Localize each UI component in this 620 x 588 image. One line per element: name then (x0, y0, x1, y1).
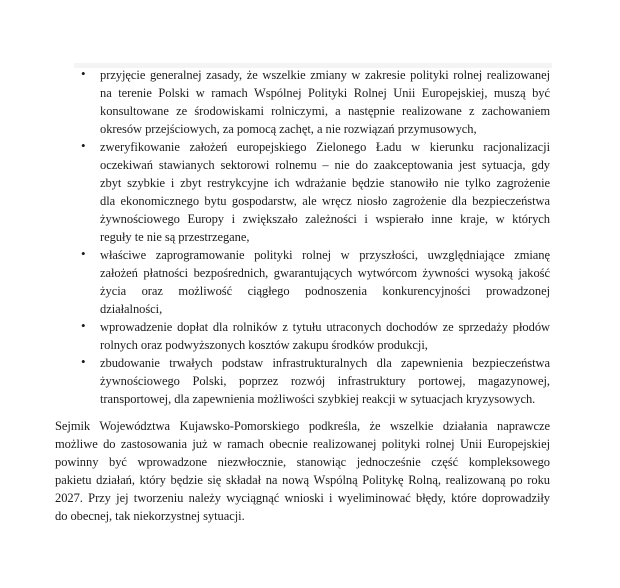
list-item (55, 66, 550, 138)
list-item (55, 246, 550, 318)
text-line: transportowej, dla zapewnienia możliwości szybkiej reakcji w sytuacjach kryzysowych. (100, 392, 536, 406)
text-line: 2027. Przy jej tworzeniu należy wyciągnąć wnioski i wyeliminować błędy, które doprowadziły (55, 491, 550, 505)
text-line: założeń płatności bezpośrednich, gwarantujących wytwórcom żywności wysoką jakość (100, 266, 550, 280)
text-line: przyjęcie generalnej zasady, że wszelkie zmiany w zakresie polityki rolnej realizowanej (100, 68, 550, 82)
bullet-list (55, 66, 550, 408)
text-line: okresów przejściowych, za pomocą zachęt, a nie rozwiązań przymusowych, (100, 122, 477, 136)
text-line: żywnościowego Europy i zwiększało zależności i wspierało inne kraje, w których (100, 212, 550, 226)
bullet-icon: • (81, 66, 86, 81)
text-line: Sejmik Województwa Kujawsko-Pomorskiego podkreśla, że wszelkie działania naprawcze (55, 419, 550, 433)
list-item (55, 318, 550, 354)
text-line: działalności, (100, 302, 163, 316)
text-line: konsultowane ze środowiskami rolniczymi, a następnie realizowane z zachowaniem (100, 104, 550, 118)
text-line: możliwe do zastosowania już w ramach obecnie realizowanej polityki rolnej Unii Europejskiej (55, 437, 550, 451)
bullet-icon: • (81, 354, 86, 369)
bullet-icon: • (81, 246, 86, 261)
list-item (55, 138, 550, 246)
document-content (55, 66, 550, 525)
text-line: oczekiwań stawianych sektorowi rolnemu – nie do zaakceptowania jest sytuacja, gdy (100, 158, 550, 172)
text-line: pakietu działań, który będzie się składał na nową Wspólną Politykę Rolną, realizowaną po roku (55, 473, 550, 487)
text-line: życia oraz możliwość ciągłego podnoszenia konkurencyjności prowadzonej (100, 284, 550, 298)
text-line: dla ekonomicznego bytu gospodarstw, ale wręcz niosło zagrożenie dla bezpieczeństwa (100, 194, 550, 208)
text-line: wprowadzenie dopłat dla rolników z tytułu utraconych dochodów ze sprzedaży płodów (100, 320, 550, 334)
text-line: powinny być wprowadzone niezwłocznie, stanowiąc jednocześnie część kompleksowego (55, 455, 550, 469)
text-line: zbudowanie trwałych podstaw infrastrukturalnych dla zapewnienia bezpieczeństwa (100, 356, 550, 370)
list-item (55, 354, 550, 408)
text-line: reguły te nie są przestrzegane, (100, 230, 250, 244)
bullet-icon: • (81, 318, 86, 333)
text-line: zweryfikowanie założeń europejskiego Zielonego Ładu w kierunku racjonalizacji (100, 140, 550, 154)
bullet-icon: • (81, 138, 86, 153)
closing-paragraph (55, 417, 550, 525)
text-line: rolnych oraz podwyższonych kosztów zakupu środków produkcji, (100, 338, 428, 352)
text-line: zbyt szybkie i zbyt restrykcyjne ich wdrażanie będzie stanowiło nie tylko zagrożenie (100, 176, 550, 190)
text-line: żywnościowego Polski, poprzez rozwój infrastruktury portowej, magazynowej, (100, 374, 550, 388)
text-line: właściwe zaprogramowanie polityki rolnej w przyszłości, uwzględniające zmianę (100, 248, 550, 262)
text-line: do obecnej, tak niekorzystnej sytuacji. (55, 509, 245, 523)
text-line: na terenie Polski w ramach Wspólnej Polityki Rolnej Unii Europejskiej, muszą być (100, 86, 550, 100)
